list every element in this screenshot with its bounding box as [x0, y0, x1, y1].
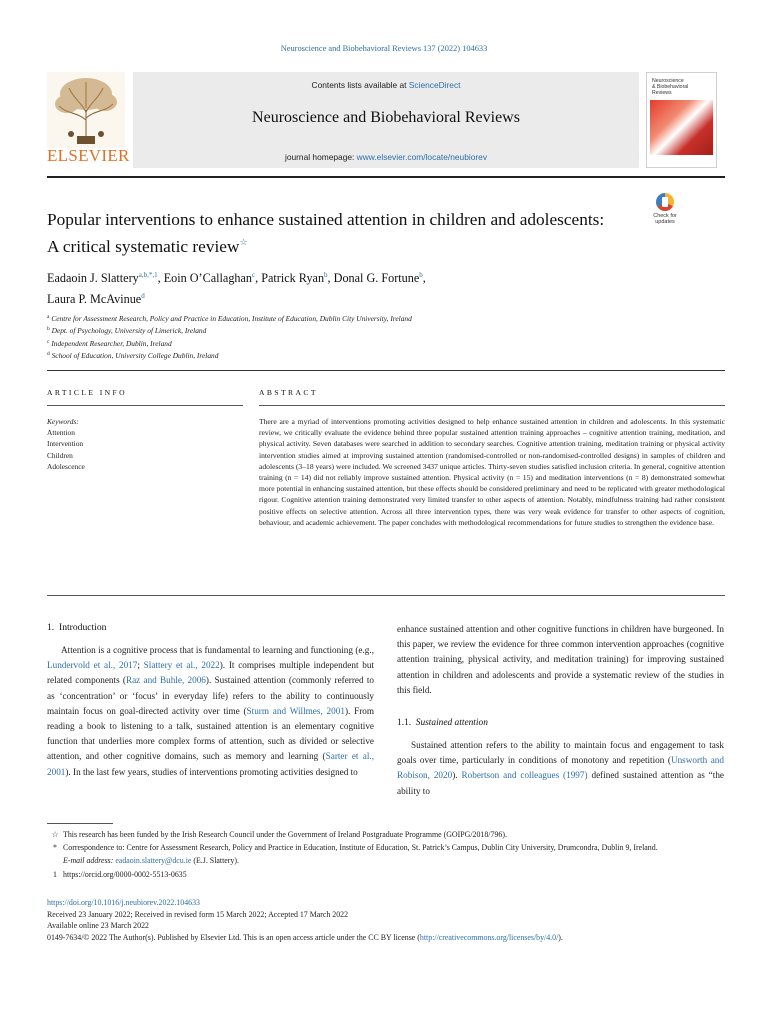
footnote-email: [47, 854, 725, 867]
affiliation: [47, 312, 687, 324]
footnote-orcid: [47, 868, 725, 881]
keyword: Attention: [47, 428, 75, 438]
footnote-mark: ☆: [51, 830, 59, 839]
subsection-title: Sustained attention: [415, 718, 488, 729]
text-run: defined sustained attention as “the ability to: [397, 770, 724, 796]
footnote-text: Correspondence to: Centre for Assessment Research, Policy and Practice in Education, Institute of Education, St. Patrick’s Campus, Dublin City University, Drumcondra, Dublin 9, Ireland.: [63, 843, 658, 853]
text-run: ). Sustained attention (commonly referred to as ‘concentration’ or ‘focus’ in everyday life) refers to the ability to continuously maintain focus on goal-directed activity over time (: [47, 675, 374, 716]
affiliation: [47, 349, 687, 361]
subsection-number: 1.1.: [397, 718, 412, 729]
author[interactable]: [334, 271, 423, 285]
citation-link[interactable]: Sarter et al., 2001: [47, 751, 374, 777]
author-name: Laura P. McAvinue: [47, 292, 142, 306]
body-left-column: [47, 622, 374, 780]
journal-homepage-link[interactable]: www.elsevier.com/locate/neubiorev: [356, 152, 488, 162]
keyword: Intervention: [47, 439, 84, 449]
homepage-line: [133, 152, 639, 162]
contents-line: [133, 80, 639, 90]
affiliation: [47, 337, 687, 349]
author-affiliation-marks[interactable]: a,b,*,1: [138, 271, 158, 279]
affiliation-mark: c: [47, 338, 50, 345]
author-separator: ,: [157, 271, 164, 285]
intro-paragraph-continued: enhance sustained attention and other cognitive functions in children have burgeoned. In this paper, we review the evidence for three common intervention approaches (cognitive attention training, physical activity, and meditation training) for improving sustained attention in children and adolescents and provide a systematic review of the studies in this field.: [397, 624, 724, 695]
journal-masthead: [47, 72, 725, 168]
author-separator: ,: [327, 271, 334, 285]
journal-cover-thumbnail[interactable]: [646, 72, 717, 168]
author-separator: ,: [422, 271, 426, 285]
author-name: Donal G. Fortune: [333, 271, 420, 285]
article-title: [47, 208, 607, 258]
article-metadata: [47, 897, 737, 943]
section-heading-introduction: [47, 622, 374, 633]
citation-link[interactable]: Sturm and Willmes, 2001: [246, 705, 345, 716]
section-title: Introduction: [59, 622, 107, 633]
body-right-column: [397, 622, 724, 799]
abstract-text: There are a myriad of interventions promoting activities designed to help enhance sustained attention in children and adolescents. In this systematic review, we critically evaluate the evidence behind three popular sustained attention training approaches – cognitive attention training, meditation, and physical activity. Seven databases were searched in addition to secondary searches. Cognitive attention training, meditation training or physical activity intervention studies aimed at improving sustained attention (randomised-controlled or non-randomised-controlled designs) in samples of children and adolescents (3–18 years) were included. We screened 3437 unique articles. Thirty-seven studies satisfied inclusion criteria. In general, cognitive attention training (n = 14) did not reliably improve sustained attention. Physical activity (n = 15) and meditation interventions (n = 8) demonstrated somewhat more potential in enhancing sustained attention, but these effects should be considered preliminary and need to be replicated with greater methodological rigour. Cognitive attention training demonstrated very limited transfer to other aspects of attention. Notably, mindfulness training had rather consistent positive effects on selective attention. Across all three intervention types, there was very weak evidence for transfer to other aspects of cognition, behaviour, and academic achievement. The paper concludes with methodological recommendations for future studies to strengthen the evidence base.: [259, 417, 725, 527]
sciencedirect-link[interactable]: ScienceDirect: [408, 80, 461, 90]
text-run: Attention is a cognitive process that is fundamental to learning and functioning (e.g.,: [61, 645, 374, 655]
text-run: ;: [137, 660, 144, 671]
affiliation-mark: d: [47, 350, 50, 357]
author-name: Eoin O’Callaghan: [163, 271, 253, 285]
homepage-prefix: journal homepage:: [284, 152, 357, 162]
text-run: ). It comprises multiple independent but related components (: [47, 660, 374, 686]
publisher-wordmark: ELSEVIER: [47, 146, 130, 165]
email-label: E-mail address:: [63, 856, 114, 866]
running-header[interactable]: Neuroscience and Biobehavioral Reviews 137 (2022) 104633: [280, 44, 488, 53]
affiliation: [47, 324, 687, 336]
keyword: Adolescence: [47, 461, 85, 471]
author[interactable]: [164, 271, 255, 285]
cover-image: [650, 100, 713, 155]
text-run: ).: [452, 770, 462, 781]
abstract: [259, 388, 725, 528]
intro-paragraph-1: [47, 643, 374, 780]
affiliation-text: Centre for Assessment Research, Policy and Practice in Education, Institute of Education, Dublin City University, Ireland: [51, 314, 412, 323]
affiliation-mark: b: [47, 326, 50, 333]
license-suffix: ).: [558, 932, 563, 942]
article-info-heading: ARTICLE INFO: [47, 388, 128, 397]
footnote-funding: [47, 828, 725, 841]
author-affiliation-marks[interactable]: d: [141, 292, 145, 300]
journal-band: [133, 72, 639, 168]
article-info: [47, 388, 243, 472]
section-number: 1.: [47, 622, 55, 633]
text-run: From reading a book to listening to a talk, sustained attention is an elementary cognitive function that underlies more complex forms of attention, such as divided or selective attention, and other cognitive domains, such as memory and learning (: [47, 705, 375, 762]
author[interactable]: [261, 271, 327, 285]
author-affiliation-marks[interactable]: b: [324, 271, 328, 279]
received-dates: Received 23 January 2022; Received in revised form 15 March 2022; Accepted 17 March 2022: [47, 909, 349, 919]
footnote-correspondence: [47, 841, 725, 854]
author[interactable]: [47, 271, 158, 285]
text-run: ). In the last few years, studies of interventions promoting activities designed to: [65, 766, 358, 777]
footnote-divider: [47, 823, 113, 824]
keyword: Children: [47, 450, 73, 460]
journal-title: Neuroscience and Biobehavioral Reviews: [252, 109, 520, 126]
subsection-heading-sustained-attention: [397, 718, 724, 728]
text-run: ).: [344, 705, 351, 716]
license-line: [47, 932, 737, 944]
citation-link[interactable]: Unsworth and Robison, 2020: [397, 755, 724, 781]
title-footnote-mark[interactable]: ☆: [239, 237, 248, 247]
email-suffix: (E.J. Slattery).: [191, 856, 239, 866]
author-name: Eadaoin J. Slattery: [47, 271, 139, 285]
email-link[interactable]: eadaoin.slattery@dcu.ie: [115, 856, 192, 866]
affiliations: [47, 312, 687, 361]
citation-link[interactable]: Robertson and colleagues (1997): [461, 770, 588, 781]
article-info-rule: [47, 405, 243, 406]
license-link[interactable]: http://creativecommons.org/licenses/by/4.0/: [419, 932, 559, 942]
author-separator: ,: [255, 271, 262, 285]
footnote-mark: 1: [53, 869, 57, 879]
citation-link[interactable]: Raz and Buhle, 2006: [125, 675, 206, 686]
available-online: Available online 23 March 2022: [47, 921, 149, 930]
crossmark-icon: [656, 193, 674, 211]
check-for-updates-label: Check for updates: [653, 213, 677, 225]
sustained-attention-paragraph: [397, 738, 724, 799]
affiliation-mark: a: [47, 314, 50, 320]
author-list: [47, 266, 687, 308]
author[interactable]: [47, 292, 145, 306]
affiliation-text: Independent Researcher, Dublin, Ireland: [51, 338, 172, 348]
affiliation-text: School of Education, University College Dublin, Ireland: [51, 350, 219, 360]
elsevier-logo[interactable]: [47, 72, 130, 168]
abstract-top-rule: [259, 405, 725, 406]
cover-title: Neuroscience & Biobehavioral Reviews: [652, 78, 689, 96]
contents-prefix: Contents lists available at: [311, 80, 409, 90]
keywords: [47, 416, 243, 472]
doi-link[interactable]: https://doi.org/10.1016/j.neubiorev.2022.104633: [47, 898, 200, 907]
footnote-mark: *: [53, 843, 57, 853]
affiliation-divider: [47, 370, 725, 371]
article-title-text: Popular interventions to enhance sustained attention in children and adolescents: A critical systematic review: [47, 210, 605, 256]
orcid-text: https://orcid.org/0000-0002-5513-0635: [63, 869, 187, 879]
text-run: Sustained attention refers to the ability to maintain focus and engagement to task goals over time, particularly in conditions of monotony and repetition (: [397, 740, 724, 766]
author-affiliation-marks[interactable]: b: [419, 271, 423, 279]
author-name: Patrick Ryan: [261, 271, 325, 285]
keywords-label: Keywords:: [47, 417, 79, 426]
affiliation-text: Dept. of Psychology, University of Limerick, Ireland: [51, 326, 207, 336]
license-prefix: 0149-7634/© 2022 The Author(s). Published by Elsevier Ltd. This is an open access article under the CC BY license (: [47, 932, 420, 942]
footnotes: [47, 828, 725, 881]
check-for-updates-button[interactable]: [648, 193, 682, 231]
citation-link[interactable]: Lundervold et al., 2017: [47, 660, 138, 671]
elsevier-tree-icon: [47, 72, 125, 148]
abstract-heading: ABSTRACT: [259, 388, 318, 397]
footnote-text: This research has been funded by the Irish Research Council under the Government of Ireland Postgraduate Programme (GOIPG/2018/796).: [63, 830, 507, 839]
citation-link[interactable]: Slattery et al., 2022: [143, 660, 220, 671]
abstract-bottom-rule: [47, 595, 725, 596]
header-divider: [47, 176, 725, 178]
author-affiliation-marks[interactable]: c: [252, 271, 256, 279]
